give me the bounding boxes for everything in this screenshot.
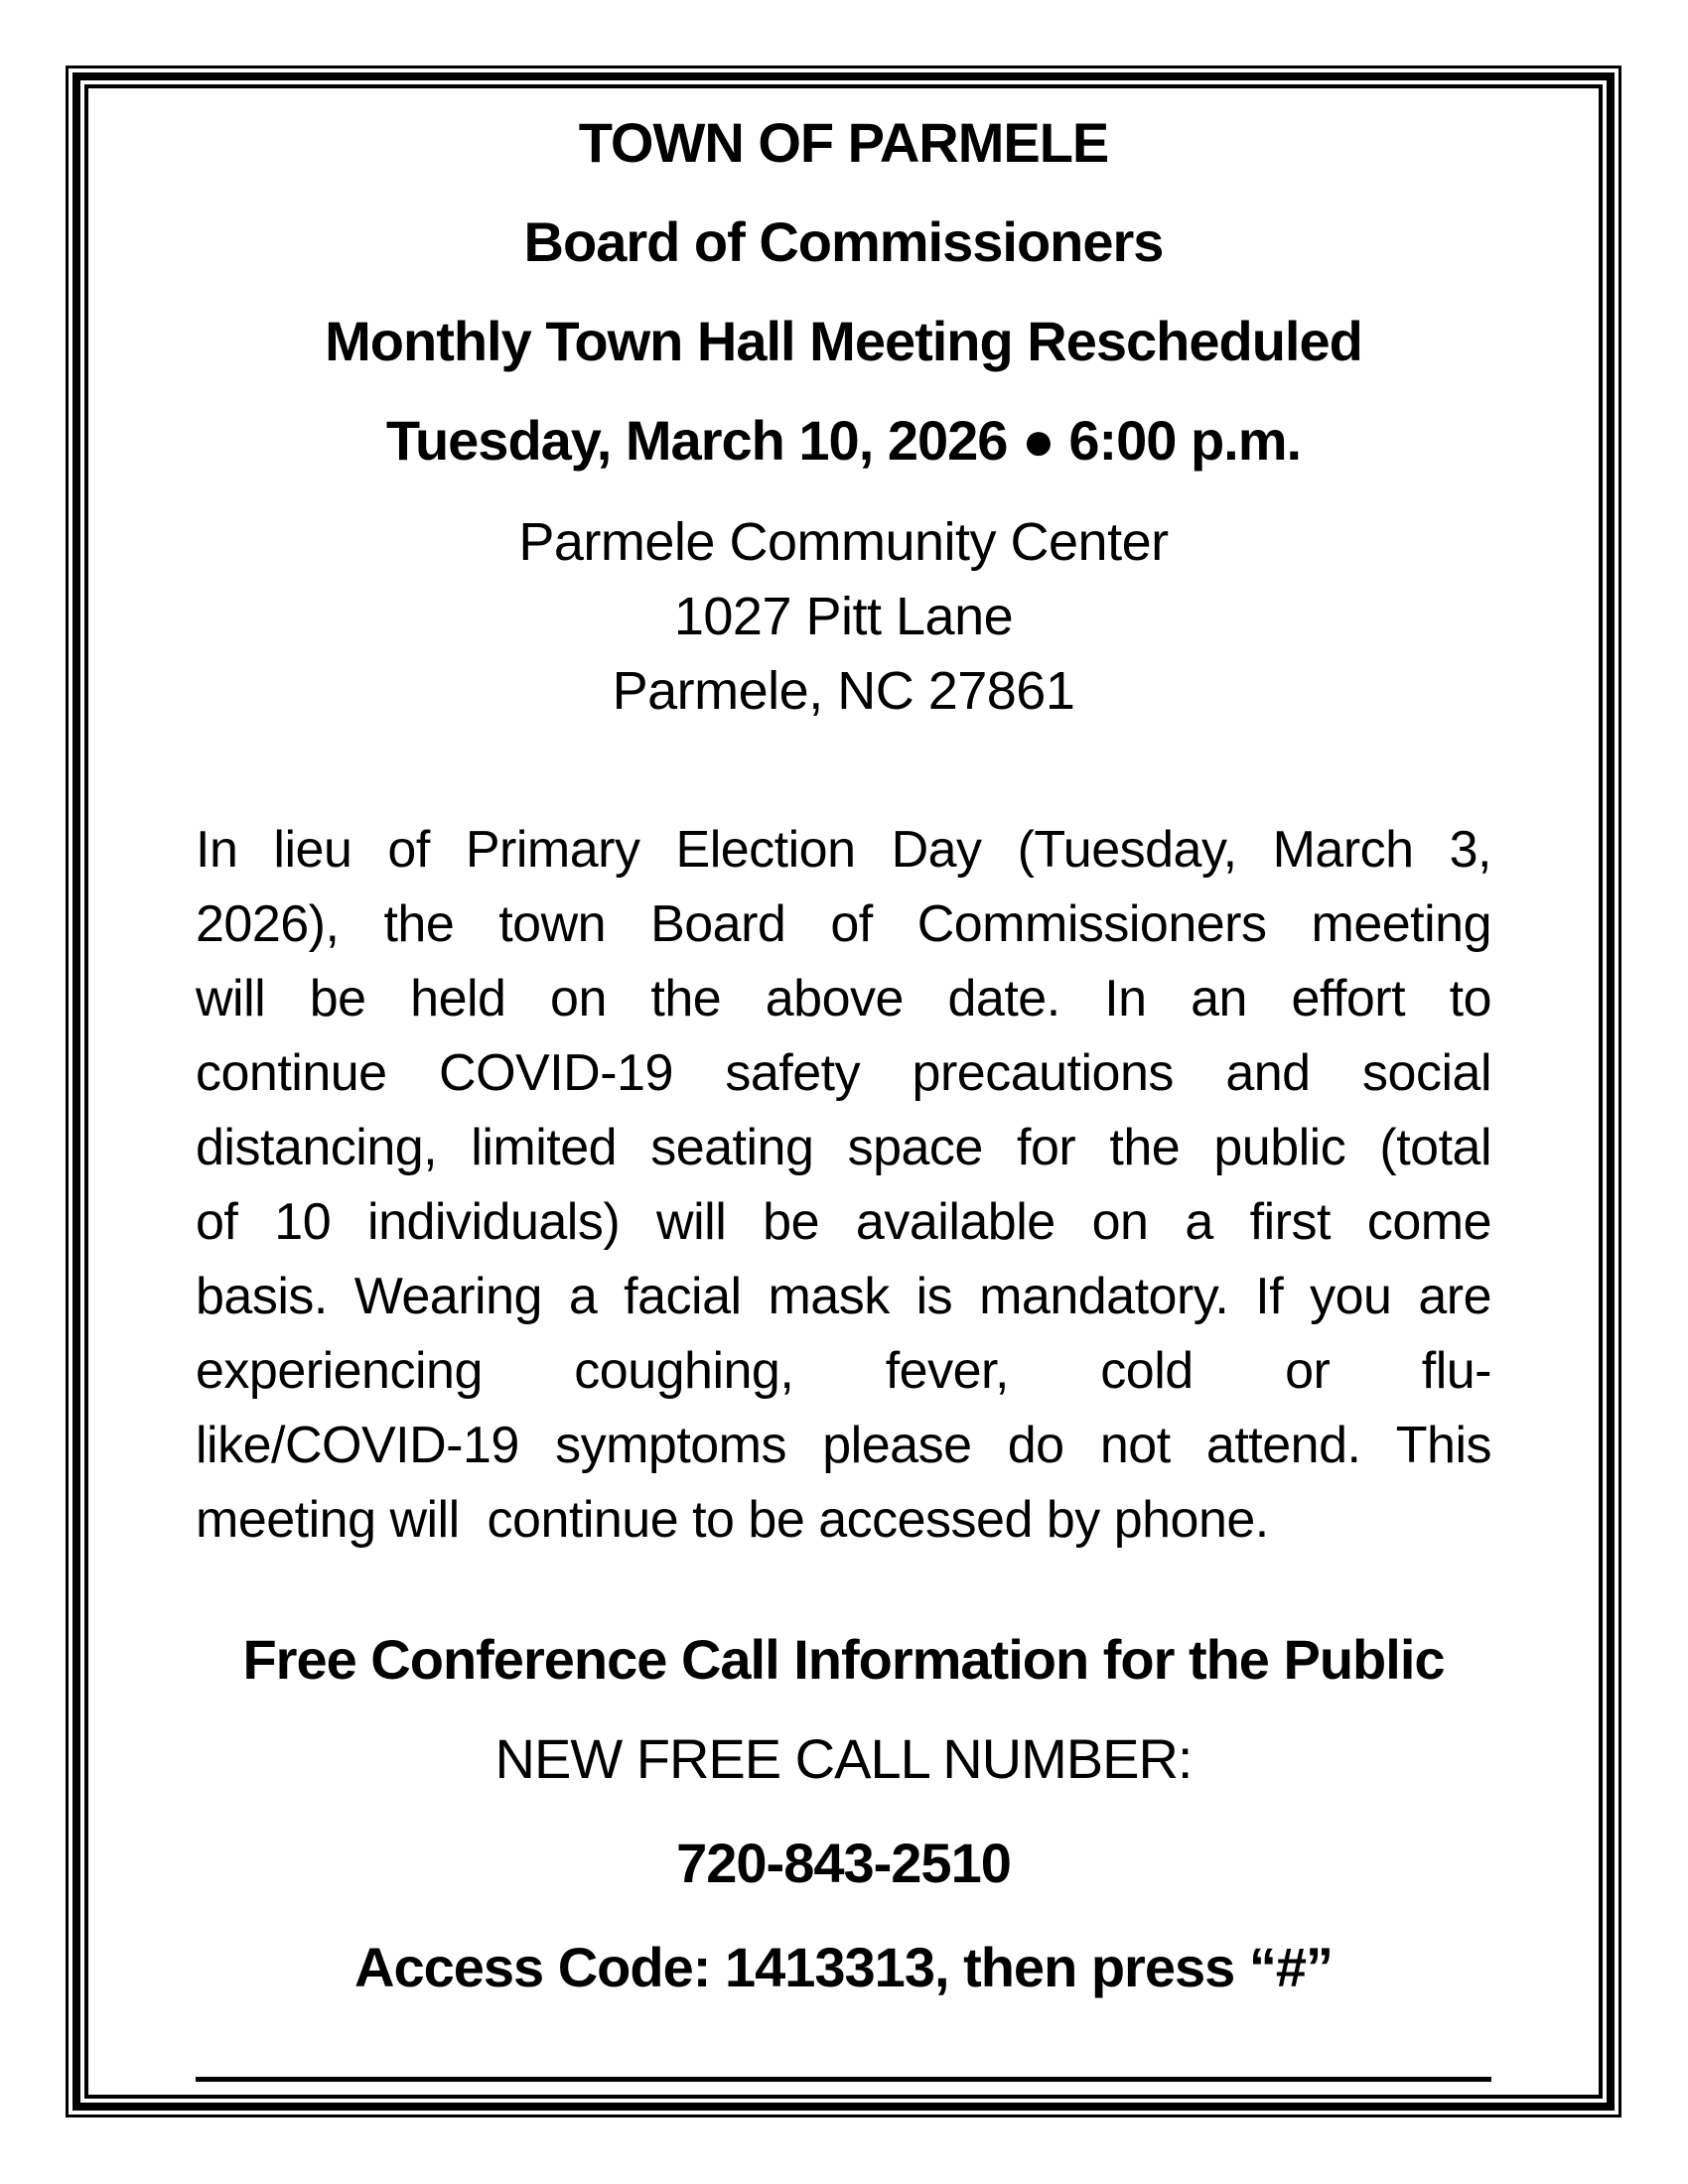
paragraph-line: of 10 individuals) will be available on a first come [196, 1193, 1491, 1251]
paragraph-line: will be held on the above date. In an effort to [196, 970, 1491, 1027]
decorative-border-inner [84, 84, 1603, 2099]
notice-event-heading: Monthly Town Hall Meeting Rescheduled [325, 310, 1362, 372]
venue-street: 1027 Pitt Lane [673, 587, 1014, 646]
footer-rule [196, 2077, 1491, 2082]
decorative-border-outer [66, 66, 1621, 2117]
notice-paragraph [196, 813, 1491, 1558]
notice-title: TOWN OF PARMELE [578, 111, 1109, 174]
conference-access-code: Access Code: 1413313, then press “#” [354, 1936, 1333, 1998]
paragraph-line: experiencing coughing, fever, cold or flu- [196, 1342, 1491, 1400]
paragraph-line: like/COVID-19 symptoms please do not attend. This [196, 1417, 1491, 1474]
venue-block [196, 505, 1491, 729]
notice-subtitle: Board of Commissioners [523, 210, 1164, 273]
decorative-border-middle [72, 72, 1615, 2111]
venue-name: Parmele Community Center [518, 512, 1169, 572]
paragraph-line: meeting will continue to be accessed by phone. [196, 1491, 1269, 1549]
paragraph-line: 2026), the town Board of Commissioners meeting [196, 895, 1491, 953]
conference-phone-number: 720-843-2510 [676, 1832, 1011, 1894]
paragraph-line: distancing, limited seating space for the public (total [196, 1119, 1491, 1176]
venue-city-state-zip: Parmele, NC 27861 [612, 661, 1075, 721]
paragraph-line: basis. Wearing a facial mask is mandatory. If you are [196, 1268, 1491, 1325]
notice-content [88, 88, 1599, 2082]
notice-datetime: Tuesday, March 10, 2026 ● 6:00 p.m. [385, 409, 1302, 472]
conference-info-heading: Free Conference Call Information for the Public [242, 1628, 1445, 1691]
conference-call-label: NEW FREE CALL NUMBER: [494, 1727, 1193, 1790]
paragraph-line: In lieu of Primary Election Day (Tuesday, March 3, [196, 821, 1491, 879]
paragraph-line: continue COVID-19 safety precautions and social [196, 1044, 1491, 1102]
